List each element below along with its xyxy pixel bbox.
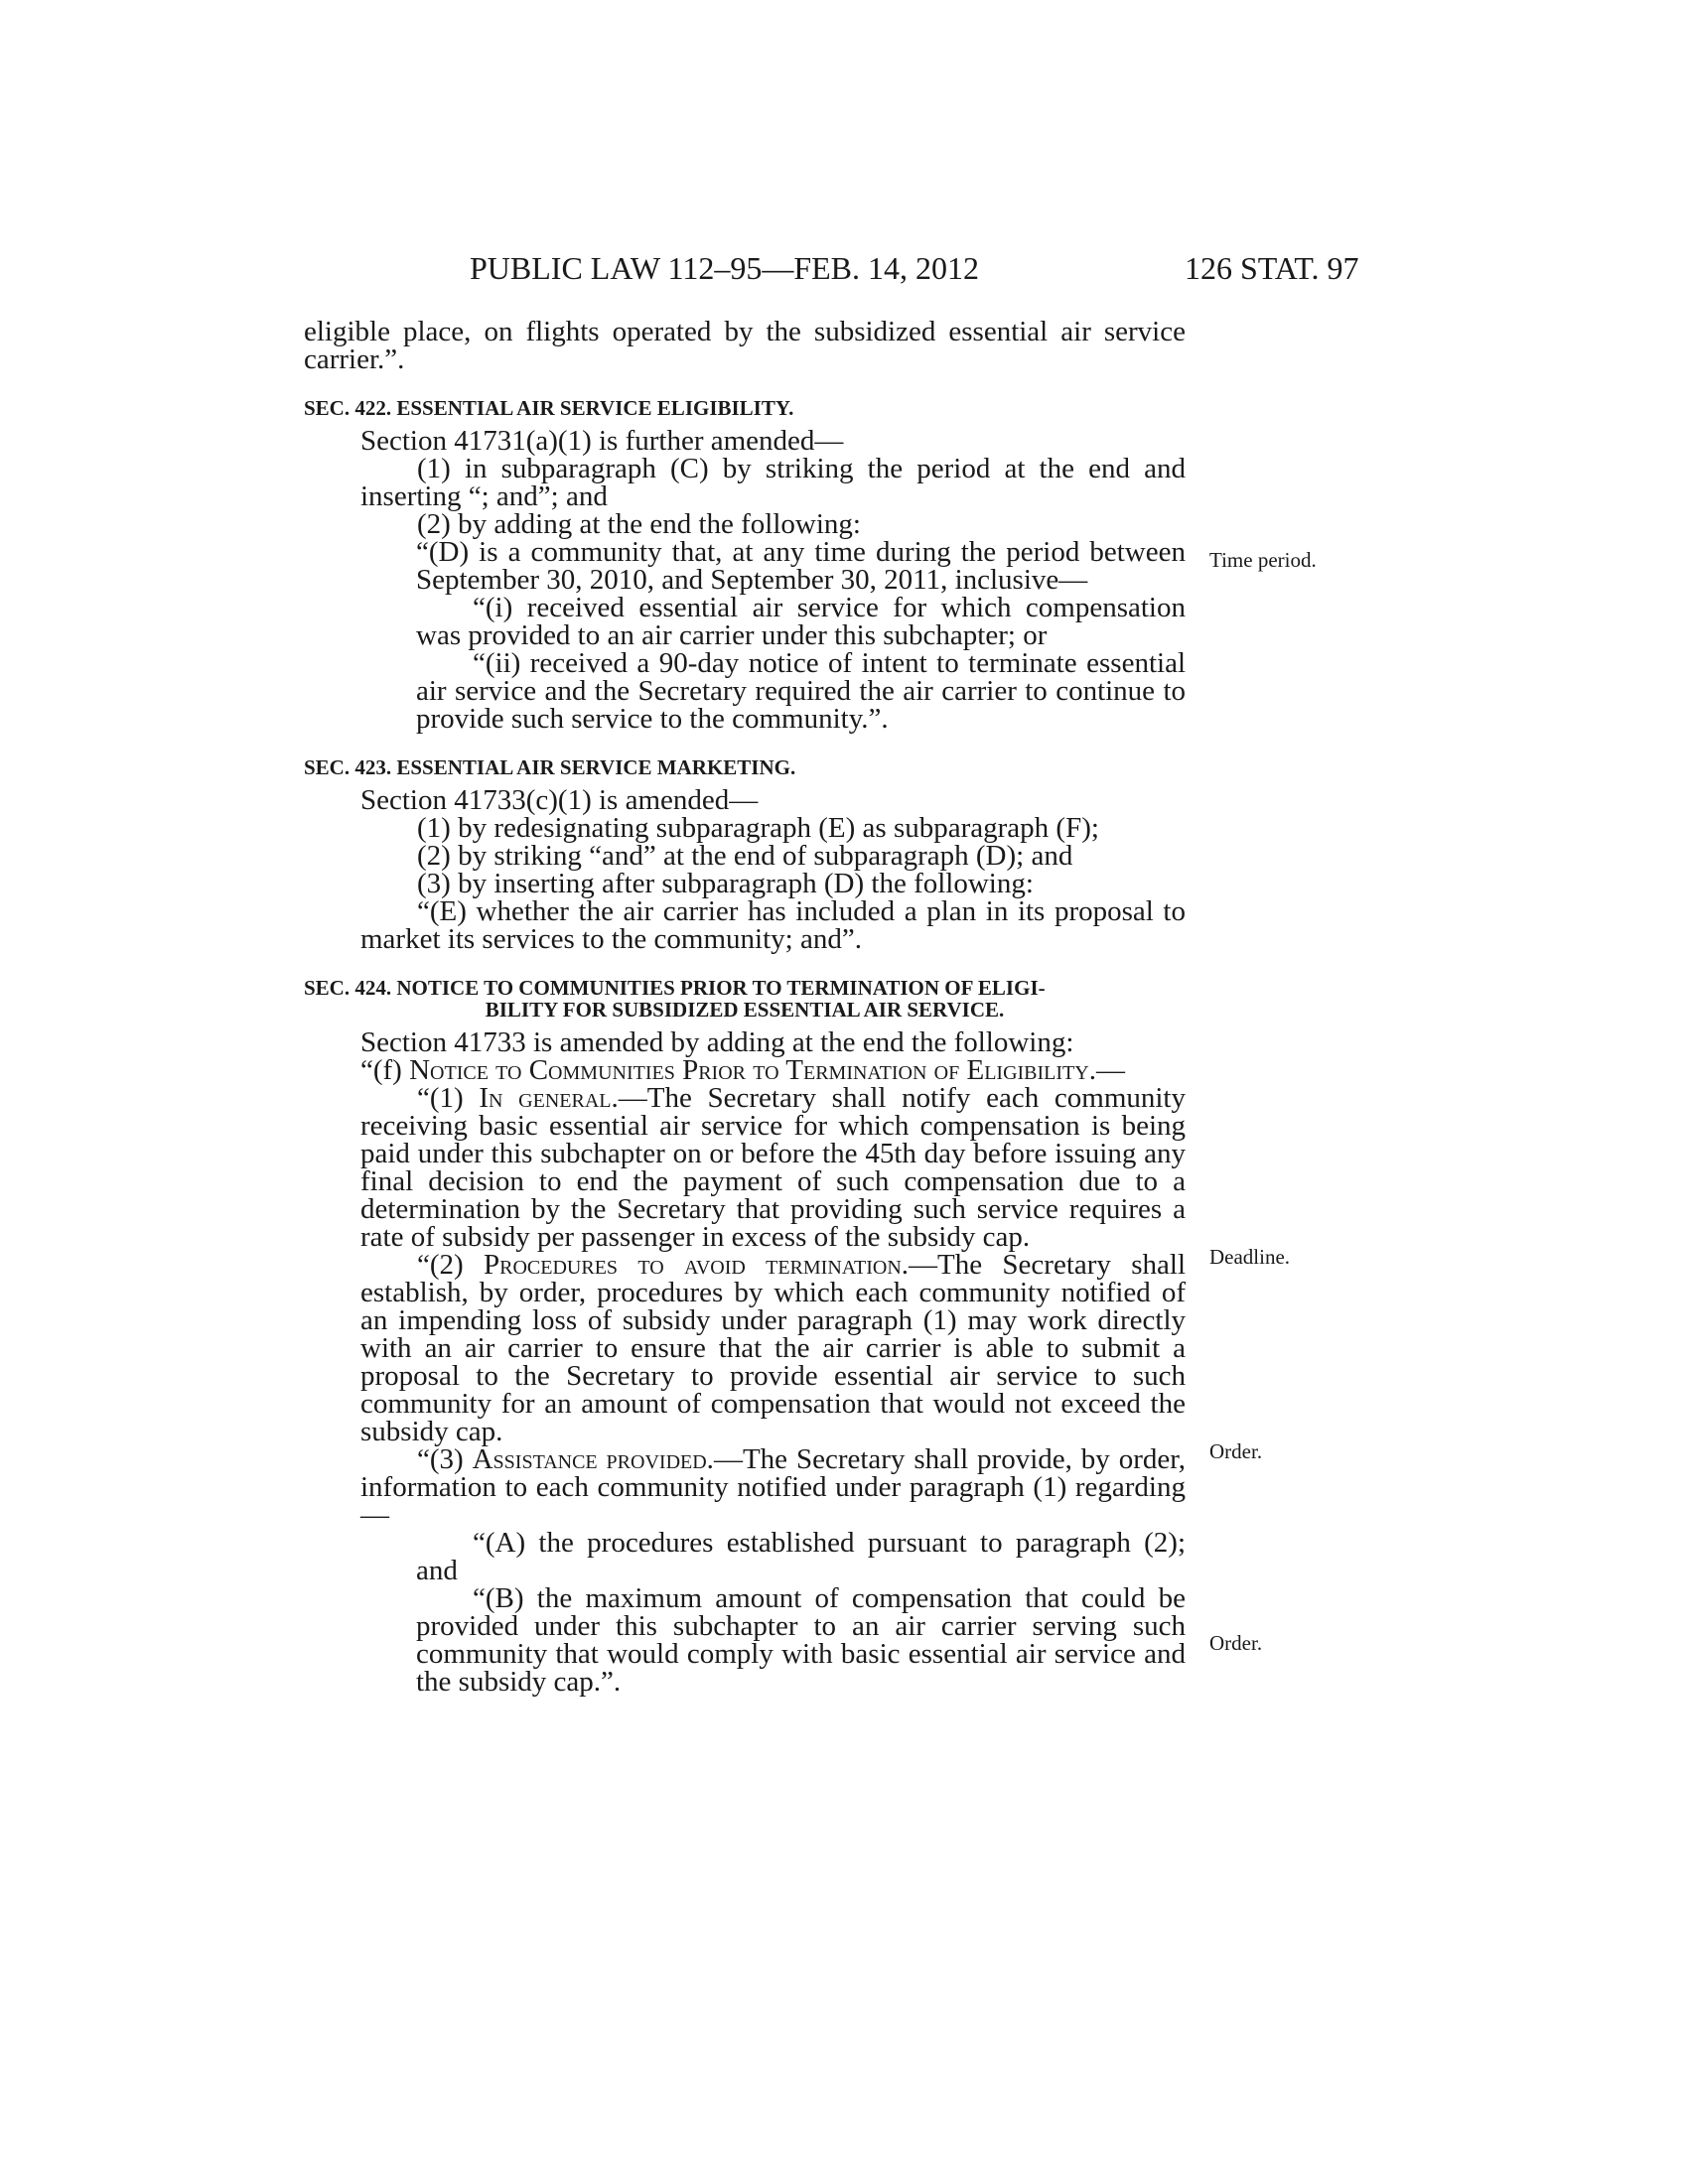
section-422-item-1: (1) in subparagraph (C) by striking the period at the end and inserting “; and”; and (360, 453, 1186, 512)
paragraph-1 (304, 1084, 1186, 1251)
paragraph-1-lead: “(1) (417, 1082, 480, 1114)
section-422-item-2: (2) by adding at the end the following: (417, 508, 861, 540)
margin-note-time-period: Time period. (1209, 548, 1317, 572)
paragraph-1-body: —The Secretary shall notify each community receiving basic essential air service for which compensation is being paid under this subchapter on or before the 45th day before issuing any final decision to end the payment of such compensation due to a determination by the Secretary that providing such service requires a rate of subsidy per passenger in excess of the subsidy cap. (360, 1082, 1186, 1253)
page-number: 126 STAT. 97 (1185, 250, 1359, 286)
subsection-f-lead: “(f) (360, 1054, 410, 1086)
paragraph-3-body: —The Secretary shall provide, by order, information to each community notified under paragraph (1) regarding— (360, 1443, 1186, 1531)
margin-note-order-2: Order. (1209, 1631, 1263, 1655)
running-header-title: PUBLIC LAW 112–95—FEB. 14, 2012 (470, 250, 980, 286)
section-424-heading-line-1: SEC. 424. NOTICE TO COMMUNITIES PRIOR TO TERMINATION OF ELIGI- (304, 976, 1046, 1000)
section-422-subparagraph-d: “(D) is a community that, at any time during the period between September 30, 2010, and September 30, 2011, inclusive— (416, 536, 1186, 596)
paragraph-2-heading: Procedures to avoid termination. (484, 1249, 910, 1281)
section-422-clause-ii: “(ii) received a 90-day notice of intent to terminate essential air service and the Secretary required the air carrier to continue to provide such service to the community.”. (416, 647, 1186, 735)
section-422-heading: SEC. 422. ESSENTIAL AIR SERVICE ELIGIBILITY. (304, 396, 794, 420)
section-423-item-2: (2) by striking “and” at the end of subparagraph (D); and (417, 840, 1073, 872)
subparagraph-b: “(B) the maximum amount of compensation that could be provided under this subchapter to an air carrier serving such community that would comply with basic essential air service and the subsidy cap.”. (416, 1582, 1186, 1698)
subsection-f-heading: Notice to Communities Prior to Termination of Eligibility. (409, 1054, 1096, 1086)
paragraph-2 (304, 1251, 1186, 1445)
section-423-item-3: (3) by inserting after subparagraph (D) the following: (417, 868, 1034, 899)
continued-paragraph: eligible place, on flights operated by the subsidized essential air service carrier.”. (304, 316, 1186, 375)
section-424-heading (304, 977, 1186, 1021)
paragraph-3 (304, 1445, 1186, 1529)
section-423-lead: Section 41733(c)(1) is amended— (360, 784, 759, 816)
section-424-lead: Section 41733 is amended by adding at the end the following: (360, 1026, 1074, 1058)
section-422-clause-i: “(i) received essential air service for which compensation was provided to an air carrier under this subchapter; or (416, 592, 1186, 651)
paragraph-1-heading: In general. (479, 1082, 619, 1114)
subsection-f (304, 1056, 1186, 1084)
paragraph-2-body: —The Secretary shall establish, by order, procedures by which each community notified of an impending loss of subsidy under paragraph (1) may work directly with an air carrier to ensure that the air carrier is able to submit a proposal to the Secretary to provide essential air service to such community for an amount of compensation that would not exceed the subsidy cap. (360, 1249, 1186, 1447)
paragraph-3-heading: Assistance provided. (472, 1443, 714, 1475)
paragraph-3-lead: “(3) (417, 1443, 473, 1475)
subsection-f-dash: — (1095, 1054, 1125, 1086)
main-text-column (304, 318, 1186, 1696)
section-422-lead: Section 41731(a)(1) is further amended— (360, 425, 844, 457)
section-423-item-1: (1) by redesignating subparagraph (E) as subparagraph (F); (417, 812, 1099, 844)
margin-note-order-1: Order. (1209, 1439, 1263, 1463)
section-424-heading-line-2: BILITY FOR SUBSIDIZED ESSENTIAL AIR SERVICE. (485, 998, 1005, 1022)
subparagraph-a: “(A) the procedures established pursuant to paragraph (2); and (416, 1527, 1186, 1586)
paragraph-2-lead: “(2) (417, 1249, 484, 1281)
section-423-subparagraph-e: “(E) whether the air carrier has included a plan in its proposal to market its services to the community; and”. (360, 895, 1186, 955)
margin-note-deadline: Deadline. (1209, 1245, 1291, 1269)
section-423-heading: SEC. 423. ESSENTIAL AIR SERVICE MARKETING. (304, 755, 796, 779)
